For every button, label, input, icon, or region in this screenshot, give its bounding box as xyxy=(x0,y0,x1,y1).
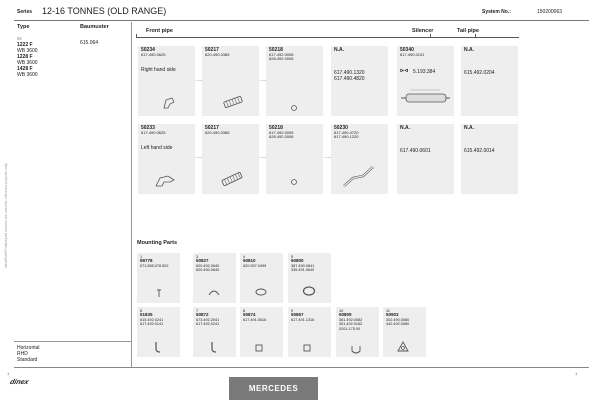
part-number: 50867 xyxy=(291,312,304,318)
side-label: Left hand side xyxy=(141,145,173,151)
part-number: 50800 xyxy=(291,258,304,264)
model-entry: 1222 F xyxy=(17,42,33,48)
mounting-part-card[interactable] xyxy=(137,307,180,357)
rubber-mount-icon xyxy=(254,343,264,353)
footer-divider xyxy=(14,341,131,342)
footer-rule xyxy=(14,367,589,368)
model-entry: 1428 F xyxy=(17,66,33,72)
columns-underline xyxy=(136,37,519,38)
system-number-value: 150200063 xyxy=(537,9,563,15)
part-ref: 071.555.078.502 xyxy=(140,263,169,268)
part-card[interactable] xyxy=(461,46,518,116)
part-ref: 617.492.0008 xyxy=(269,51,294,57)
hanger-icon xyxy=(153,341,163,353)
part-ref: 673.492.2041 xyxy=(196,317,220,322)
connector-dots: ······ xyxy=(259,78,266,84)
item-index: 11 xyxy=(386,309,390,313)
part-number: 50234 xyxy=(141,47,155,53)
config-variant: Standard xyxy=(17,357,38,363)
model-icon: ≡≡ xyxy=(17,36,22,41)
mounting-parts-title: Mounting Parts xyxy=(137,240,178,246)
clamp-icon xyxy=(290,104,298,112)
model-entry: WB 3600 xyxy=(17,60,38,66)
part-card[interactable] xyxy=(397,46,454,116)
tail-pipe-label: Tail pipe xyxy=(457,28,479,34)
bolt-icon xyxy=(155,289,163,299)
part-number: N.A. xyxy=(464,47,474,53)
part-number: 50233 xyxy=(141,125,155,131)
part-ref: 617.490.4720 xyxy=(334,129,359,135)
part-ref: 620.490.0640 xyxy=(196,268,220,273)
part-ref: 5.193.384 xyxy=(413,69,436,75)
part-card[interactable] xyxy=(266,124,323,194)
front-pipe-label: Front pipe xyxy=(146,28,173,34)
config-list xyxy=(17,345,40,363)
part-number: 50230 xyxy=(334,125,348,131)
mounting-part-card[interactable] xyxy=(336,307,379,357)
bracket-tick xyxy=(475,34,476,38)
part-card[interactable] xyxy=(397,124,454,194)
part-number: 50217 xyxy=(205,47,219,53)
side-label: Right hand side xyxy=(141,67,176,73)
part-ref: 301.492.0162 xyxy=(339,322,363,327)
connector-dots: ······ xyxy=(324,155,331,161)
mounting-part-card[interactable] xyxy=(288,307,331,357)
part-number: N.A. xyxy=(400,125,410,131)
part-ref: 361.492.0082 xyxy=(339,317,363,322)
part-ref: 617.492.0241 xyxy=(196,322,220,327)
part-number: 50903 xyxy=(386,312,399,318)
part-number: 99778 xyxy=(140,258,153,264)
part-ref: 617.490.0101 xyxy=(400,51,425,57)
mounting-part-card[interactable] xyxy=(288,253,331,303)
part-ref: 387.490.0841 xyxy=(291,263,315,268)
config-drive: RHD xyxy=(17,351,28,357)
page-title: 12-16 TONNES (OLD RANGE) xyxy=(42,6,167,16)
bracket-tick xyxy=(430,34,431,38)
part-ref: 617.490.0601 xyxy=(400,148,431,154)
bracket-icon xyxy=(154,172,178,188)
baumuster-value: 615.064 xyxy=(80,40,99,46)
connector-dots: ······ xyxy=(259,155,266,161)
part-ref: 617.491.1316 xyxy=(291,317,315,322)
part-number: 50872 xyxy=(196,312,209,318)
model-entry: WB 3600 xyxy=(17,72,38,78)
part-card[interactable] xyxy=(138,46,195,116)
part-ref: 615.492.0241 xyxy=(140,317,164,322)
dinex-logo: dinex xyxy=(9,379,30,386)
part-number: 50340 xyxy=(400,47,414,53)
column-divider xyxy=(131,22,132,367)
mounting-part-card[interactable] xyxy=(137,253,180,303)
item-index: 7 xyxy=(196,309,199,313)
brand-banner: MERCEDES xyxy=(229,377,318,400)
part-ref: 617.490.4820 xyxy=(334,76,365,82)
part-ref: 615.492.0014 xyxy=(464,148,495,154)
item-index: 1 xyxy=(140,255,143,259)
part-ref: 628.492.0008 xyxy=(269,56,294,62)
header-divider xyxy=(14,20,589,21)
part-ref: 617.490.1220 xyxy=(334,134,359,140)
mounting-part-card[interactable] xyxy=(240,307,283,357)
clamp-icon xyxy=(207,287,221,297)
mounting-part-card[interactable] xyxy=(240,253,283,303)
series-label: Series xyxy=(17,9,33,15)
part-ref: 617.492.0008 xyxy=(269,129,294,135)
page-number-left: 1 xyxy=(7,371,10,376)
part-number: N.A. xyxy=(334,47,344,53)
part-card[interactable] xyxy=(331,46,388,116)
bracket-icon xyxy=(162,96,176,110)
part-card[interactable] xyxy=(331,124,388,194)
ring-clamp-icon xyxy=(302,285,316,297)
part-ref: 617.490.1320 xyxy=(334,70,365,76)
gasket-icon xyxy=(397,341,409,353)
part-number: 50218 xyxy=(269,125,283,131)
bracket-tick xyxy=(136,34,137,38)
item-index: 9 xyxy=(291,309,294,313)
arrow-icon: ⊳⊲ xyxy=(400,68,409,74)
part-number: 50810 xyxy=(243,258,256,264)
part-ref: 620.490.0365 xyxy=(205,129,230,135)
item-index: 6 xyxy=(140,309,143,313)
part-ref: 617.490.0625 xyxy=(141,129,166,135)
item-index: 5 xyxy=(291,255,294,259)
part-card[interactable] xyxy=(461,124,518,194)
part-ref: 0201.175.00 xyxy=(339,326,361,331)
part-number: N.A. xyxy=(464,125,474,131)
part-number: 50809 xyxy=(339,312,352,318)
part-card[interactable] xyxy=(266,46,323,116)
part-ref: 617.490.0625 xyxy=(141,51,166,57)
part-ref: 615.492.0204 xyxy=(464,70,495,76)
part-number: 50217 xyxy=(205,125,219,131)
system-number-label: System No.: xyxy=(482,9,511,15)
part-card[interactable] xyxy=(138,124,195,194)
part-ref: 617.492.0141 xyxy=(140,322,164,327)
item-index: 3 xyxy=(196,255,199,259)
item-index: 8 xyxy=(243,309,246,313)
part-number: 50827 xyxy=(196,258,209,264)
type-label: Type xyxy=(17,24,30,30)
model-entry: WB 3600 xyxy=(17,48,38,54)
clamp-icon xyxy=(290,178,298,186)
hanger-icon xyxy=(209,341,219,353)
models-list xyxy=(17,42,38,78)
part-ref: 628.492.0008 xyxy=(269,134,294,140)
bent-pipe-icon xyxy=(341,164,377,190)
baumuster-label: Baumuster xyxy=(80,24,109,30)
flex-pipe-icon xyxy=(222,96,244,108)
connector-dots: ······ xyxy=(195,155,202,161)
part-card[interactable] xyxy=(202,46,259,116)
part-card[interactable] xyxy=(202,124,259,194)
mounting-part-card[interactable] xyxy=(193,307,236,357)
part-number: 50218 xyxy=(269,47,283,53)
mounting-part-card[interactable] xyxy=(193,253,236,303)
side-disclaimer: Ident/Part/Product/part number are used for reference purpose only xyxy=(4,163,8,268)
mounting-part-card[interactable] xyxy=(383,307,426,357)
part-ref: 617.491.0616 xyxy=(243,317,267,322)
part-number: 50874 xyxy=(243,312,256,318)
flex-pipe-icon xyxy=(220,172,244,186)
part-ref: 302.490.0080 xyxy=(386,317,410,322)
connector-dots: ······ xyxy=(195,78,202,84)
silencer-icon xyxy=(400,86,450,110)
part-number: 51835 xyxy=(140,312,153,318)
ring-clamp-icon xyxy=(254,287,268,297)
u-bolt-icon xyxy=(350,345,362,355)
part-ref: 620.490.0365 xyxy=(205,51,230,57)
part-ref: 442.492.0080 xyxy=(386,322,410,327)
silencer-label: Silencer xyxy=(412,28,434,34)
model-entry: 1228 F xyxy=(17,54,33,60)
part-ref: 335.491.0640 xyxy=(291,268,315,273)
item-index: 10 xyxy=(339,309,344,313)
part-ref: 620.492.0640 xyxy=(196,263,220,268)
config-orientation: Horizontal xyxy=(17,345,40,351)
item-index: 4 xyxy=(243,255,246,259)
part-ref: 620.997.0499 xyxy=(243,263,267,268)
rubber-mount-icon xyxy=(302,343,312,353)
page-number-right: 1 xyxy=(575,371,578,376)
